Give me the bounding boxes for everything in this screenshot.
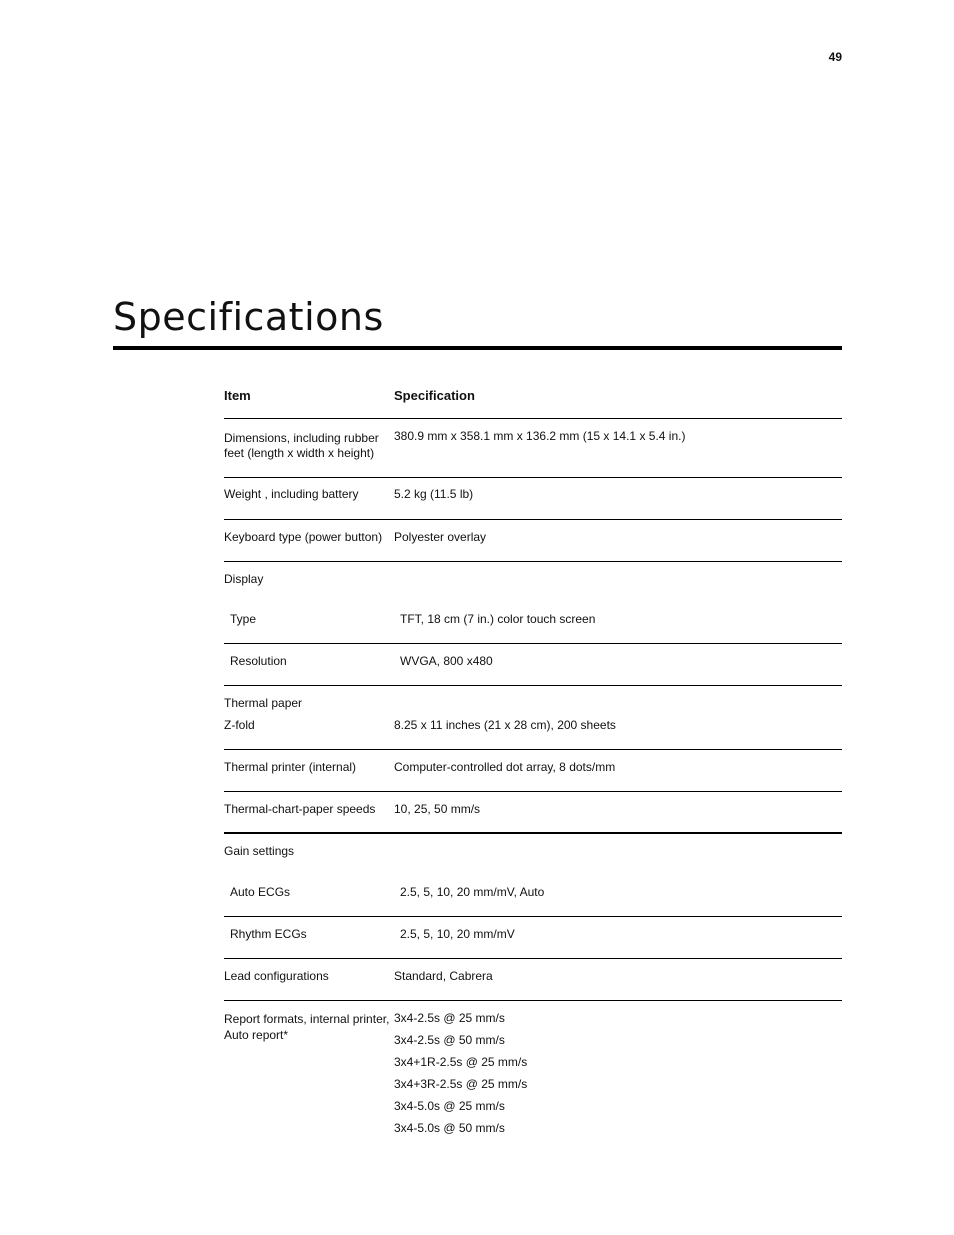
item-thermal-paper: Thermal paper (224, 696, 303, 710)
item-keyboard: Keyboard type (power button) (224, 530, 383, 544)
table-header-row (224, 378, 842, 419)
spec-display-type: TFT, 18 cm (7 in.) color touch screen (400, 612, 596, 626)
spec-report-format: 3x4-5.0s @ 25 mm/s (394, 1099, 505, 1113)
spec-report-format: 3x4-5.0s @ 50 mm/s (394, 1121, 505, 1135)
spec-paper-speeds: 10, 25, 50 mm/s (394, 802, 481, 816)
page-title: Specifications (113, 295, 384, 339)
item-z-fold: Z-fold (224, 718, 255, 732)
table-row-thermal-paper (224, 686, 842, 750)
page-number: 49 (828, 50, 842, 64)
title-rule (113, 346, 842, 350)
item-paper-speeds: Thermal-chart-paper speeds (224, 802, 376, 816)
item-gain: Gain settings (224, 844, 295, 858)
table-row-dimensions (224, 419, 842, 478)
item-display-type: Type (230, 612, 257, 626)
spec-report-format: 3x4-2.5s @ 50 mm/s (394, 1033, 505, 1047)
header-specification: Specification (394, 388, 475, 403)
item-lead-config: Lead configurations (224, 969, 329, 983)
item-thermal-printer: Thermal printer (internal) (224, 760, 357, 774)
table-row-display (224, 562, 842, 602)
table-row-display-resolution (224, 644, 842, 686)
spec-display-resolution: WVGA, 800 x480 (400, 654, 493, 668)
item-display-resolution: Resolution (230, 654, 287, 668)
item-display: Display (224, 572, 264, 586)
spec-gain-rhythm: 2.5, 5, 10, 20 mm/mV (400, 927, 515, 941)
item-gain-auto: Auto ECGs (230, 885, 291, 899)
table-row-report-formats (224, 1001, 842, 1136)
spec-report-format: 3x4-2.5s @ 25 mm/s (394, 1011, 505, 1025)
header-item: Item (224, 388, 251, 403)
table-row-display-type (224, 602, 842, 644)
item-gain-rhythm: Rhythm ECGs (230, 927, 307, 941)
item-weight: Weight , including battery (224, 487, 359, 501)
table-row-gain-auto (224, 875, 842, 917)
table-row-thermal-printer (224, 750, 842, 792)
spec-report-format: 3x4+1R-2.5s @ 25 mm/s (394, 1055, 528, 1069)
spec-gain-auto: 2.5, 5, 10, 20 mm/mV, Auto (400, 885, 545, 899)
table-row-keyboard (224, 520, 842, 562)
spec-report-format: 3x4+3R-2.5s @ 25 mm/s (394, 1077, 528, 1091)
item-report-formats: Report formats, internal printer, Auto report* (224, 1012, 390, 1042)
spec-keyboard: Polyester overlay (394, 530, 487, 544)
table-row-weight (224, 478, 842, 520)
table-row-gain (224, 834, 842, 875)
spec-table (224, 378, 842, 1136)
table-row-lead-config (224, 959, 842, 1001)
item-dimensions: Dimensions, including rubber feet (length x width x height) (224, 431, 379, 460)
spec-dimensions: 380.9 mm x 358.1 mm x 136.2 mm (15 x 14.1 x 5.4 in.) (394, 429, 686, 443)
table-row-gain-rhythm (224, 917, 842, 959)
spec-weight: 5.2 kg (11.5 lb) (394, 487, 474, 501)
spec-thermal-paper: 8.25 x 11 inches (21 x 28 cm), 200 sheets (394, 718, 616, 732)
table-row-paper-speeds (224, 792, 842, 834)
spec-thermal-printer: Computer-controlled dot array, 8 dots/mm (394, 760, 616, 774)
spec-lead-config: Standard, Cabrera (394, 969, 493, 983)
